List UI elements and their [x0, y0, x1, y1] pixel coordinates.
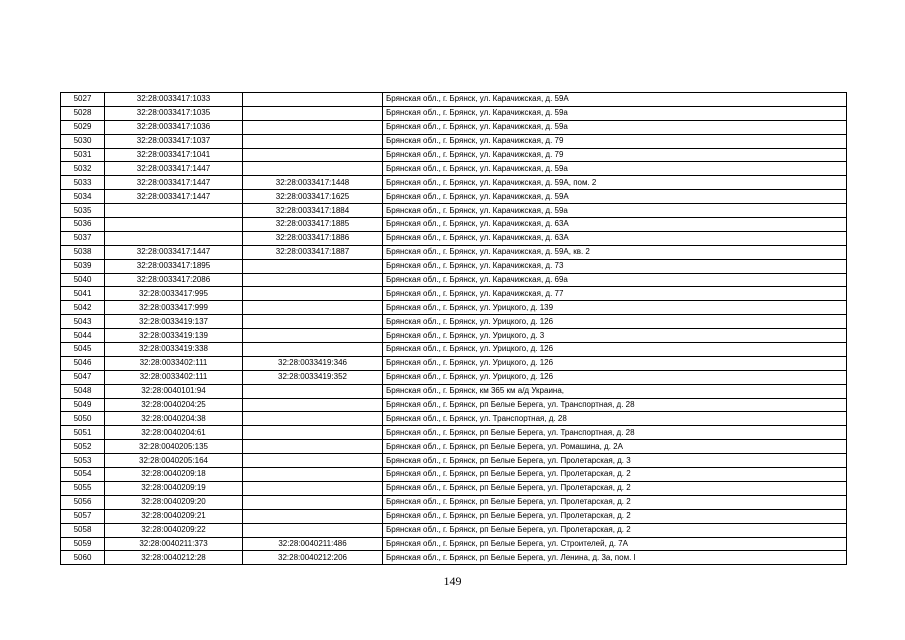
table-row [61, 120, 847, 134]
address-cell: Брянская обл., г. Брянск, ул. Карачижская, д. 73 [383, 259, 847, 273]
table-row [61, 287, 847, 301]
cadastral-number-cell: 32:28:0040205:135 [105, 440, 243, 454]
linked-cadastral-number-cell [243, 481, 383, 495]
table-row [61, 301, 847, 315]
cadastral-number-cell: 32:28:0040212:28 [105, 551, 243, 565]
address-cell: Брянская обл., г. Брянск, ул. Карачижская, д. 79 [383, 148, 847, 162]
address-cell: Брянская обл., г. Брянск, рп Белые Берега, ул. Пролетарская, д. 2 [383, 481, 847, 495]
address-cell: Брянская обл., г. Брянск, ул. Транспортная, д. 28 [383, 412, 847, 426]
linked-cadastral-number-cell [243, 301, 383, 315]
row-number-cell: 5045 [61, 343, 105, 357]
cadastral-number-cell: 32:28:0033417:1447 [105, 176, 243, 190]
row-number-cell: 5059 [61, 537, 105, 551]
linked-cadastral-number-cell [243, 343, 383, 357]
cadastral-number-cell: 32:28:0033402:111 [105, 356, 243, 370]
linked-cadastral-number-cell [243, 454, 383, 468]
table-row [61, 495, 847, 509]
cadastral-number-cell: 32:28:0033402:111 [105, 370, 243, 384]
page-number: 149 [443, 574, 462, 588]
cadastral-number-cell: 32:28:0040205:164 [105, 454, 243, 468]
address-cell: Брянская обл., г. Брянск, ул. Карачижская, д. 59а [383, 120, 847, 134]
table-row [61, 218, 847, 232]
table-row [61, 134, 847, 148]
address-cell: Брянская обл., г. Брянск, ул. Карачижская, д. 77 [383, 287, 847, 301]
table-row [61, 384, 847, 398]
table-row [61, 398, 847, 412]
cadastral-number-cell: 32:28:0033417:1447 [105, 245, 243, 259]
table-row [61, 176, 847, 190]
cadastral-number-cell: 32:28:0033417:1895 [105, 259, 243, 273]
linked-cadastral-number-cell: 32:28:0033419:346 [243, 356, 383, 370]
linked-cadastral-number-cell [243, 273, 383, 287]
row-number-cell: 5052 [61, 440, 105, 454]
cadastral-number-cell: 32:28:0033417:1035 [105, 106, 243, 120]
address-cell: Брянская обл., г. Брянск, ул. Карачижская, д. 59а [383, 162, 847, 176]
address-cell: Брянская обл., г. Брянск, рп Белые Берега, ул. Пролетарская, д. 2 [383, 509, 847, 523]
linked-cadastral-number-cell [243, 426, 383, 440]
address-cell: Брянская обл., г. Брянск, ул. Урицкого, д. 126 [383, 343, 847, 357]
row-number-cell: 5055 [61, 481, 105, 495]
address-cell: Брянская обл., г. Брянск, рп Белые Берега, ул. Транспортная, д. 28 [383, 398, 847, 412]
address-cell: Брянская обл., г. Брянск, ул. Карачижская, д. 59А [383, 93, 847, 107]
row-number-cell: 5037 [61, 231, 105, 245]
table-row [61, 509, 847, 523]
row-number-cell: 5049 [61, 398, 105, 412]
table-row [61, 190, 847, 204]
address-cell: Брянская обл., г. Брянск, рп Белые Берега, ул. Пролетарская, д. 2 [383, 495, 847, 509]
linked-cadastral-number-cell [243, 398, 383, 412]
cadastral-number-cell: 32:28:0033417:2086 [105, 273, 243, 287]
cadastral-number-cell: 32:28:0040209:20 [105, 495, 243, 509]
address-cell: Брянская обл., г. Брянск, ул. Урицкого, д. 126 [383, 315, 847, 329]
row-number-cell: 5056 [61, 495, 105, 509]
table-row [61, 412, 847, 426]
cadastral-number-cell: 32:28:0033417:1033 [105, 93, 243, 107]
row-number-cell: 5060 [61, 551, 105, 565]
row-number-cell: 5046 [61, 356, 105, 370]
linked-cadastral-number-cell [243, 523, 383, 537]
address-cell: Брянская обл., г. Брянск, рп Белые Берега, ул. Пролетарская, д. 2 [383, 468, 847, 482]
table-row [61, 426, 847, 440]
cadastral-number-cell: 32:28:0033417:1037 [105, 134, 243, 148]
table-row [61, 315, 847, 329]
cadastral-number-cell: 32:28:0033417:995 [105, 287, 243, 301]
linked-cadastral-number-cell [243, 509, 383, 523]
linked-cadastral-number-cell [243, 120, 383, 134]
table-row [61, 537, 847, 551]
linked-cadastral-number-cell: 32:28:0033417:1886 [243, 231, 383, 245]
address-cell: Брянская обл., г. Брянск, ул. Урицкого, д. 3 [383, 329, 847, 343]
linked-cadastral-number-cell [243, 287, 383, 301]
row-number-cell: 5031 [61, 148, 105, 162]
cadastral-number-cell: 32:28:0033417:1036 [105, 120, 243, 134]
linked-cadastral-number-cell [243, 329, 383, 343]
row-number-cell: 5036 [61, 218, 105, 232]
row-number-cell: 5035 [61, 204, 105, 218]
linked-cadastral-number-cell: 32:28:0033419:352 [243, 370, 383, 384]
cadastral-number-cell: 32:28:0033417:1041 [105, 148, 243, 162]
cadastral-number-cell: 32:28:0040209:21 [105, 509, 243, 523]
table-row [61, 468, 847, 482]
address-cell: Брянская обл., г. Брянск, ул. Карачижская, д. 59а [383, 204, 847, 218]
table-row [61, 523, 847, 537]
linked-cadastral-number-cell [243, 384, 383, 398]
row-number-cell: 5053 [61, 454, 105, 468]
cadastral-number-cell: 32:28:0040209:18 [105, 468, 243, 482]
address-cell: Брянская обл., г. Брянск, ул. Карачижская, д. 63А [383, 231, 847, 245]
row-number-cell: 5044 [61, 329, 105, 343]
linked-cadastral-number-cell [243, 315, 383, 329]
row-number-cell: 5054 [61, 468, 105, 482]
table-row [61, 551, 847, 565]
row-number-cell: 5039 [61, 259, 105, 273]
address-cell: Брянская обл., г. Брянск, ул. Карачижская, д. 63А [383, 218, 847, 232]
table-row [61, 481, 847, 495]
row-number-cell: 5041 [61, 287, 105, 301]
row-number-cell: 5040 [61, 273, 105, 287]
row-number-cell: 5034 [61, 190, 105, 204]
table-row [61, 106, 847, 120]
cadastral-number-cell: 32:28:0040204:38 [105, 412, 243, 426]
address-cell: Брянская обл., г. Брянск, ул. Урицкого, д. 126 [383, 356, 847, 370]
cadastral-number-cell: 32:28:0033419:338 [105, 343, 243, 357]
linked-cadastral-number-cell [243, 468, 383, 482]
address-cell: Брянская обл., г. Брянск, ул. Карачижская, д. 79 [383, 134, 847, 148]
address-cell: Брянская обл., г. Брянск, ул. Карачижская, д. 59А, кв. 2 [383, 245, 847, 259]
address-cell: Брянская обл., г. Брянск, км 365 км а/д Украина, [383, 384, 847, 398]
row-number-cell: 5042 [61, 301, 105, 315]
row-number-cell: 5058 [61, 523, 105, 537]
table-row [61, 245, 847, 259]
address-cell: Брянская обл., г. Брянск, ул. Карачижская, д. 59а [383, 106, 847, 120]
table-row [61, 259, 847, 273]
linked-cadastral-number-cell [243, 495, 383, 509]
linked-cadastral-number-cell [243, 148, 383, 162]
linked-cadastral-number-cell [243, 93, 383, 107]
row-number-cell: 5033 [61, 176, 105, 190]
address-cell: Брянская обл., г. Брянск, ул. Урицкого, д. 139 [383, 301, 847, 315]
address-cell: Брянская обл., г. Брянск, рп Белые Берега, ул. Ромашина, д. 2А [383, 440, 847, 454]
cadastral-number-cell [105, 231, 243, 245]
row-number-cell: 5057 [61, 509, 105, 523]
table-row [61, 93, 847, 107]
table-row [61, 148, 847, 162]
cadastral-number-cell: 32:28:0033417:999 [105, 301, 243, 315]
row-number-cell: 5047 [61, 370, 105, 384]
linked-cadastral-number-cell: 32:28:0040211:486 [243, 537, 383, 551]
linked-cadastral-number-cell [243, 134, 383, 148]
table-row [61, 204, 847, 218]
cadastral-number-cell: 32:28:0033417:1447 [105, 162, 243, 176]
linked-cadastral-number-cell [243, 440, 383, 454]
table-row [61, 454, 847, 468]
table-row [61, 329, 847, 343]
cadastral-number-cell: 32:28:0040211:373 [105, 537, 243, 551]
linked-cadastral-number-cell [243, 412, 383, 426]
address-cell: Брянская обл., г. Брянск, ул. Карачижская, д. 59А, пом. 2 [383, 176, 847, 190]
cadastral-number-cell: 32:28:0033419:139 [105, 329, 243, 343]
row-number-cell: 5043 [61, 315, 105, 329]
cadastral-number-cell: 32:28:0040209:19 [105, 481, 243, 495]
row-number-cell: 5048 [61, 384, 105, 398]
row-number-cell: 5028 [61, 106, 105, 120]
linked-cadastral-number-cell: 32:28:0040212:206 [243, 551, 383, 565]
table-row [61, 356, 847, 370]
row-number-cell: 5038 [61, 245, 105, 259]
address-cell: Брянская обл., г. Брянск, рп Белые Берега, ул. Пролетарская, д. 3 [383, 454, 847, 468]
row-number-cell: 5030 [61, 134, 105, 148]
address-cell: Брянская обл., г. Брянск, ул. Карачижская, д. 59А [383, 190, 847, 204]
table-row [61, 370, 847, 384]
cadastral-number-cell: 32:28:0040204:61 [105, 426, 243, 440]
linked-cadastral-number-cell [243, 259, 383, 273]
linked-cadastral-number-cell: 32:28:0033417:1884 [243, 204, 383, 218]
linked-cadastral-number-cell: 32:28:0033417:1885 [243, 218, 383, 232]
cadastral-number-cell: 32:28:0033419:137 [105, 315, 243, 329]
address-cell: Брянская обл., г. Брянск, рп Белые Берега, ул. Пролетарская, д. 2 [383, 523, 847, 537]
address-cell: Брянская обл., г. Брянск, рп Белые Берега, ул. Ленина, д. 3а, пом. I [383, 551, 847, 565]
table-row [61, 343, 847, 357]
property-register-table [60, 92, 847, 565]
table-row [61, 440, 847, 454]
linked-cadastral-number-cell [243, 162, 383, 176]
table-body [61, 93, 847, 565]
address-cell: Брянская обл., г. Брянск, ул. Урицкого, д. 126 [383, 370, 847, 384]
table-row [61, 162, 847, 176]
address-cell: Брянская обл., г. Брянск, рп Белые Берега, ул. Строителей, д. 7А [383, 537, 847, 551]
address-cell: Брянская обл., г. Брянск, рп Белые Берега, ул. Транспортная, д. 28 [383, 426, 847, 440]
linked-cadastral-number-cell: 32:28:0033417:1625 [243, 190, 383, 204]
linked-cadastral-number-cell: 32:28:0033417:1887 [243, 245, 383, 259]
cadastral-number-cell: 32:28:0040204:25 [105, 398, 243, 412]
row-number-cell: 5050 [61, 412, 105, 426]
cadastral-number-cell [105, 218, 243, 232]
linked-cadastral-number-cell: 32:28:0033417:1448 [243, 176, 383, 190]
row-number-cell: 5051 [61, 426, 105, 440]
cadastral-number-cell: 32:28:0033417:1447 [105, 190, 243, 204]
row-number-cell: 5032 [61, 162, 105, 176]
table-row [61, 231, 847, 245]
cadastral-number-cell: 32:28:0040101:94 [105, 384, 243, 398]
address-cell: Брянская обл., г. Брянск, ул. Карачижская, д. 69а [383, 273, 847, 287]
linked-cadastral-number-cell [243, 106, 383, 120]
cadastral-number-cell [105, 204, 243, 218]
row-number-cell: 5029 [61, 120, 105, 134]
table-row [61, 273, 847, 287]
row-number-cell: 5027 [61, 93, 105, 107]
cadastral-number-cell: 32:28:0040209:22 [105, 523, 243, 537]
